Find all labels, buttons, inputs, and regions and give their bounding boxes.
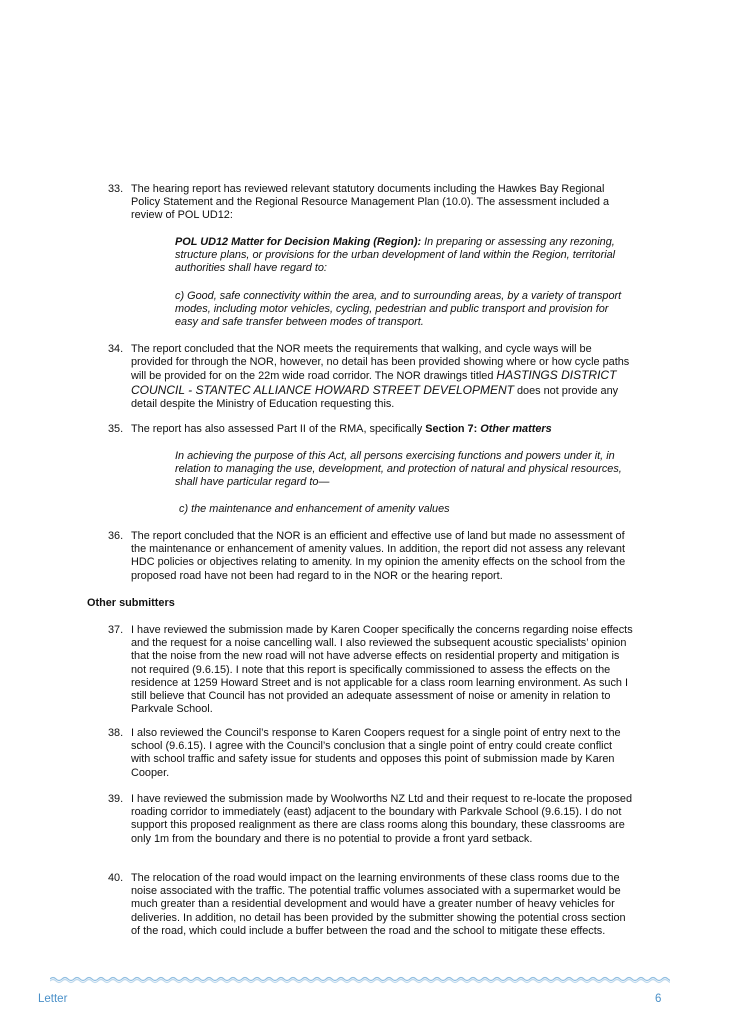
paragraph-number: 33. — [108, 183, 124, 195]
quote-text: c) Good, safe connectivity within the area, and to surrounding areas, by a variety of transport modes, including motor vehicles, cycling, pedestrian and public transport and provision for easy and safe transfer between modes of transport. — [175, 290, 622, 329]
quote-amenity — [179, 503, 634, 516]
paragraph-text — [131, 423, 633, 436]
text-segment: does not provide any detail despite the Ministry of Education requesting this. — [131, 384, 619, 410]
section-title: Other matters — [480, 423, 552, 435]
section-label: Section 7: — [425, 423, 481, 435]
quote-bold-lead: POL UD12 Matter for Decision Making (Region): — [175, 236, 422, 248]
paragraph-39 — [108, 793, 633, 846]
paragraph-34 — [108, 343, 633, 411]
quote-text: In preparing or assessing any rezoning, structure plans, or provisions for the urban development of land within the Region, territorial authorities shall have regard to: — [175, 236, 616, 275]
paragraph-text: I also reviewed the Council’s response to Karen Coopers request for a single point of entry next to the school (9.6.15). I agree with the Council’s conclusion that a single point of entry could create conflict with school traffic and safety issue for students and opposes this point of submission made by Karen Cooper. — [131, 727, 621, 779]
paragraph-text: The relocation of the road would impact on the learning environments of these class rooms due to the noise associated with the traffic. The potential traffic volumes associated with a supermarket would be much greater than a residential development and would have a greater number of heavy vehicles for deliveries. In addition, no detail has been provided by the submitter showing the potential cross section of the road, which could include a buffer between the road and the school to mitigate these effects. — [131, 872, 626, 937]
paragraph-36 — [108, 530, 633, 583]
paragraph-35 — [108, 423, 633, 436]
quote-text: In achieving the purpose of this Act, all persons exercising functions and powers under it, in relation to managing the use, development, and protection of natural and physical resources, shall have particular regard to— — [175, 450, 622, 489]
paragraph-number: 36. — [108, 530, 124, 542]
paragraph-text: I have reviewed the submission made by Woolworths NZ Ltd and their request to re-locate the proposed roading corridor to immediately (east) adjacent to the boundary with Parkvale School (9.6.15). I do not support this proposed realignment as there are class rooms along this boundary, these classrooms are only 1m from the boundary and there is no potential to provide a front yard setback. — [131, 793, 633, 845]
paragraph-number: 38. — [108, 727, 124, 739]
drawing-title: HASTINGS DISTRICT COUNCIL - STANTEC ALLIANCE HOWARD STREET DEVELOPMENT — [131, 368, 617, 397]
paragraph-40 — [108, 872, 633, 938]
text-segment: The report concluded that the NOR meets the requirements that walking, and cycle ways will be provided for through the NOR, however, no detail has been provided showing where or how cycle paths will be provided for on the 22m wide road corridor. The NOR drawings titled — [131, 343, 630, 383]
text-segment: The report has also assessed Part II of the RMA, specifically — [131, 423, 426, 435]
paragraph-text: I have reviewed the submission made by Karen Cooper specifically the concerns regarding noise effects and the request for a noise cancelling wall. I also reviewed the subsequent acoustic specialists’ opinion that the noise from the new road will not have adverse effects on residential property and mitigation is not required (9.6.15). I note that this report is specifically commissioned to assess the effects on the residence at 1259 Howard Street and is not applicable for a class room learning environment. As such I still believe that Council has not provided an adequate assessment of noise or amenity in relation to Parkvale School. — [131, 624, 633, 716]
paragraph-text — [131, 343, 633, 411]
paragraph-38 — [108, 727, 633, 780]
footer-wave-divider — [50, 972, 670, 986]
paragraph-number: 37. — [108, 624, 124, 636]
quote-rma-section7 — [175, 450, 630, 490]
footer-document-label: Letter — [38, 993, 68, 1005]
paragraph-37 — [108, 624, 633, 716]
footer-page-number: 6 — [655, 993, 662, 1005]
quote-pol-ud12 — [175, 236, 630, 276]
quote-connectivity — [175, 290, 630, 330]
paragraph-number: 34. — [108, 343, 124, 355]
quote-text: c) the maintenance and enhancement of amenity values — [179, 503, 450, 515]
paragraph-number: 39. — [108, 793, 124, 805]
paragraph-text: The report concluded that the NOR is an efficient and effective use of land but made no assessment of the maintenance or enhancement of amenity values. In addition, the report did not assess any relevant HDC policies or objectives relating to amenity. In my opinion the amenity effects on the school from the proposed road have not been had regard to in the NOR or the hearing report. — [131, 530, 626, 582]
paragraph-number: 40. — [108, 872, 124, 884]
section-heading-other-submitters: Other submitters — [87, 597, 175, 609]
paragraph-number: 35. — [108, 423, 124, 435]
paragraph-33 — [108, 183, 633, 223]
paragraph-text: The hearing report has reviewed relevant statutory documents including the Hawkes Bay Regional Policy Statement and the Regional Resource Management Plan (10.0). The assessment included a review of POL UD12: — [131, 183, 610, 222]
